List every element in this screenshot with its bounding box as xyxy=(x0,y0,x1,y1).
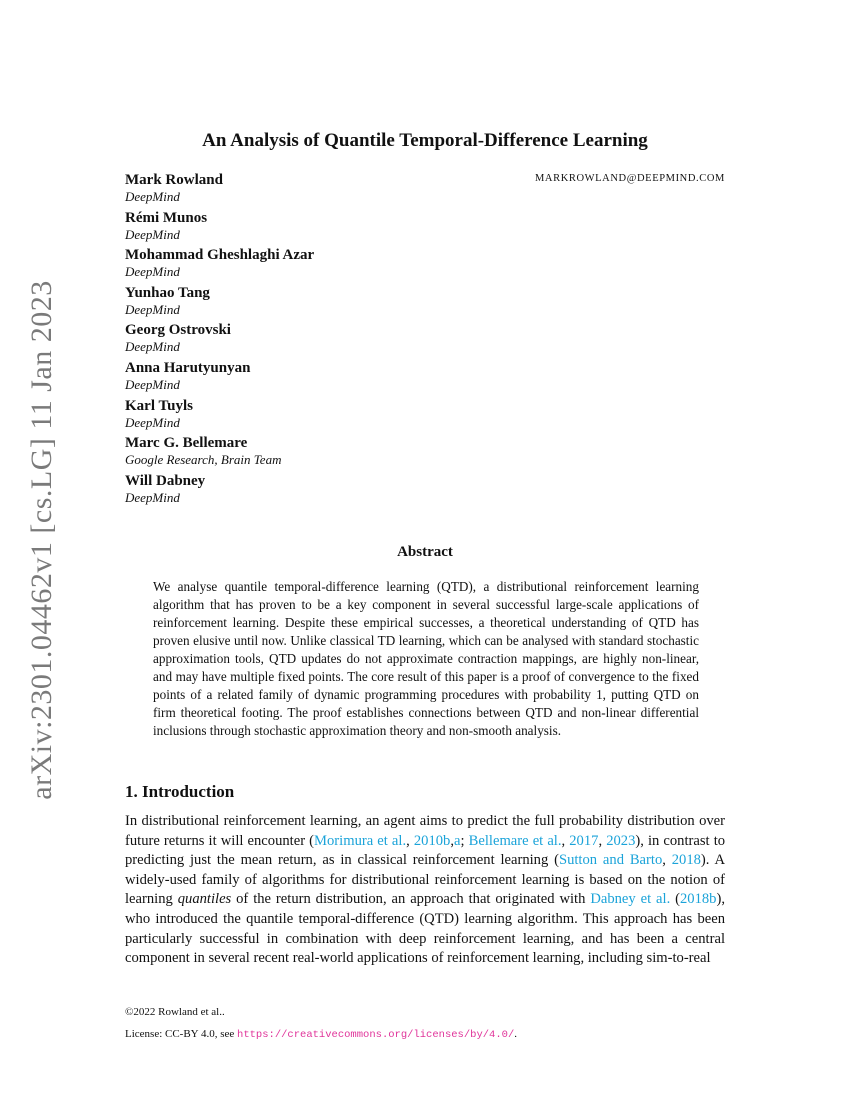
author-name: Will Dabney xyxy=(125,472,206,489)
citation-link[interactable]: 2018 xyxy=(671,852,701,869)
license-suffix: . xyxy=(514,1028,518,1040)
author-affiliation: DeepMind xyxy=(125,264,180,280)
author-name: Georg Ostrovski xyxy=(125,322,231,339)
author-affiliation: DeepMind xyxy=(125,339,180,355)
license-url-link[interactable]: https://creativecommons.org/licenses/by/4.0/ xyxy=(237,1029,515,1041)
text-run: ; xyxy=(460,832,469,849)
citation-link[interactable]: 2017 xyxy=(569,832,599,849)
text-run: ). A widely-used family of algorithms for distributional reinforcement learning is based on the notion of learning xyxy=(125,852,725,908)
abstract-heading: Abstract xyxy=(397,544,453,560)
text-run: of the return distribution, an approach that originated with xyxy=(231,891,591,908)
author-affiliation: DeepMind xyxy=(125,226,180,242)
author-block xyxy=(125,398,725,436)
citation-link[interactable]: Dabney et al. xyxy=(590,891,671,908)
text-run: , xyxy=(662,852,672,869)
abstract-text: We analyse quantile temporal-difference learning (QTD), a distributional reinforcement learning algorithm that has proven to be a key component in several successful large-scale applications of reinforcement learning. Despite these empirical successes, a theoretical understanding of QTD has proven elusive until now. Unlike classical TD learning, which can be analysed with standard stochastic approximation tools, QTD updates do not approximate contraction mappings, are highly non-linear, and may have multiple fixed points. The core result of this paper is a proof of convergence to the fixed points of a related family of dynamic programming procedures with probability 1, putting QTD on firm theoretical footing. The proof establishes connections between QTD and non-linear differential inclusions through stochastic approximation theory and non-smooth analysis. xyxy=(153,579,699,738)
citation-link[interactable]: 2010b xyxy=(413,832,451,849)
author-block xyxy=(125,285,725,323)
license-prefix: License: CC-BY 4.0, see xyxy=(125,1028,238,1040)
text-run: ), who introduced the quantile temporal-difference (QTD) learning algorithm. This approach has been particularly successful in combination with deep reinforcement learning, and has been a central component in several recent real-world applications of reinforcement learning, including sim-to-real xyxy=(125,891,725,967)
author-block xyxy=(125,247,725,285)
author-block xyxy=(125,360,725,398)
arxiv-identifier: arXiv:2301.04462v1 [cs.LG] 11 Jan 2023 xyxy=(25,280,58,800)
author-email[interactable]: MARKROWLAND@DEEPMIND.COM xyxy=(534,173,725,184)
author-affiliation: DeepMind xyxy=(125,301,180,317)
text-run: ( xyxy=(670,891,680,908)
author-block xyxy=(125,172,725,210)
author-name: Yunhao Tang xyxy=(125,284,210,301)
author-block xyxy=(125,210,725,248)
citation-link[interactable]: 2023 xyxy=(606,832,636,849)
author-name: Mohammad Gheshlaghi Azar xyxy=(125,247,315,264)
text-run: In distributional reinforcement learning, an agent aims to predict the full probability distribution over future returns it will encounter ( xyxy=(125,813,725,849)
license-note xyxy=(125,1028,517,1041)
text-run: , xyxy=(406,832,414,849)
section-heading-introduction: 1. Introduction xyxy=(125,782,235,801)
author-name: Marc G. Bellemare xyxy=(125,435,248,452)
author-block xyxy=(125,322,725,360)
author-name: Mark Rowland xyxy=(125,172,223,188)
citation-link[interactable]: Morimura et al. xyxy=(314,832,407,849)
citation-link[interactable]: Bellemare et al. xyxy=(468,832,562,849)
author-block xyxy=(125,473,725,511)
author-affiliation: DeepMind xyxy=(125,489,180,505)
author-affiliation: DeepMind xyxy=(125,376,180,392)
citation-link[interactable]: Sutton and Barto xyxy=(558,852,663,869)
text-run: , xyxy=(598,832,607,849)
paper-title: An Analysis of Quantile Temporal-Difference Learning xyxy=(202,130,648,151)
author-name: Anna Harutyunyan xyxy=(125,359,251,376)
text-run: , xyxy=(561,832,570,849)
introduction-paragraph xyxy=(125,812,725,969)
copyright-note: ©2022 Rowland et al.. xyxy=(125,1006,225,1018)
author-affiliation: DeepMind xyxy=(125,414,180,430)
text-run: , xyxy=(450,832,454,849)
author-affiliation: Google Research, Brain Team xyxy=(125,452,282,468)
author-name: Karl Tuyls xyxy=(125,397,193,414)
text-run: ), in contrast to predicting just the mean return, as in classical reinforcement learning ( xyxy=(125,832,726,869)
citation-link[interactable]: 2018b xyxy=(679,891,717,908)
author-list xyxy=(125,172,725,510)
emphasis-quantiles: quantiles xyxy=(177,891,232,908)
author-block xyxy=(125,435,725,473)
author-affiliation: DeepMind xyxy=(125,189,180,204)
citation-link[interactable]: a xyxy=(454,832,461,849)
author-name: Rémi Munos xyxy=(125,209,208,226)
